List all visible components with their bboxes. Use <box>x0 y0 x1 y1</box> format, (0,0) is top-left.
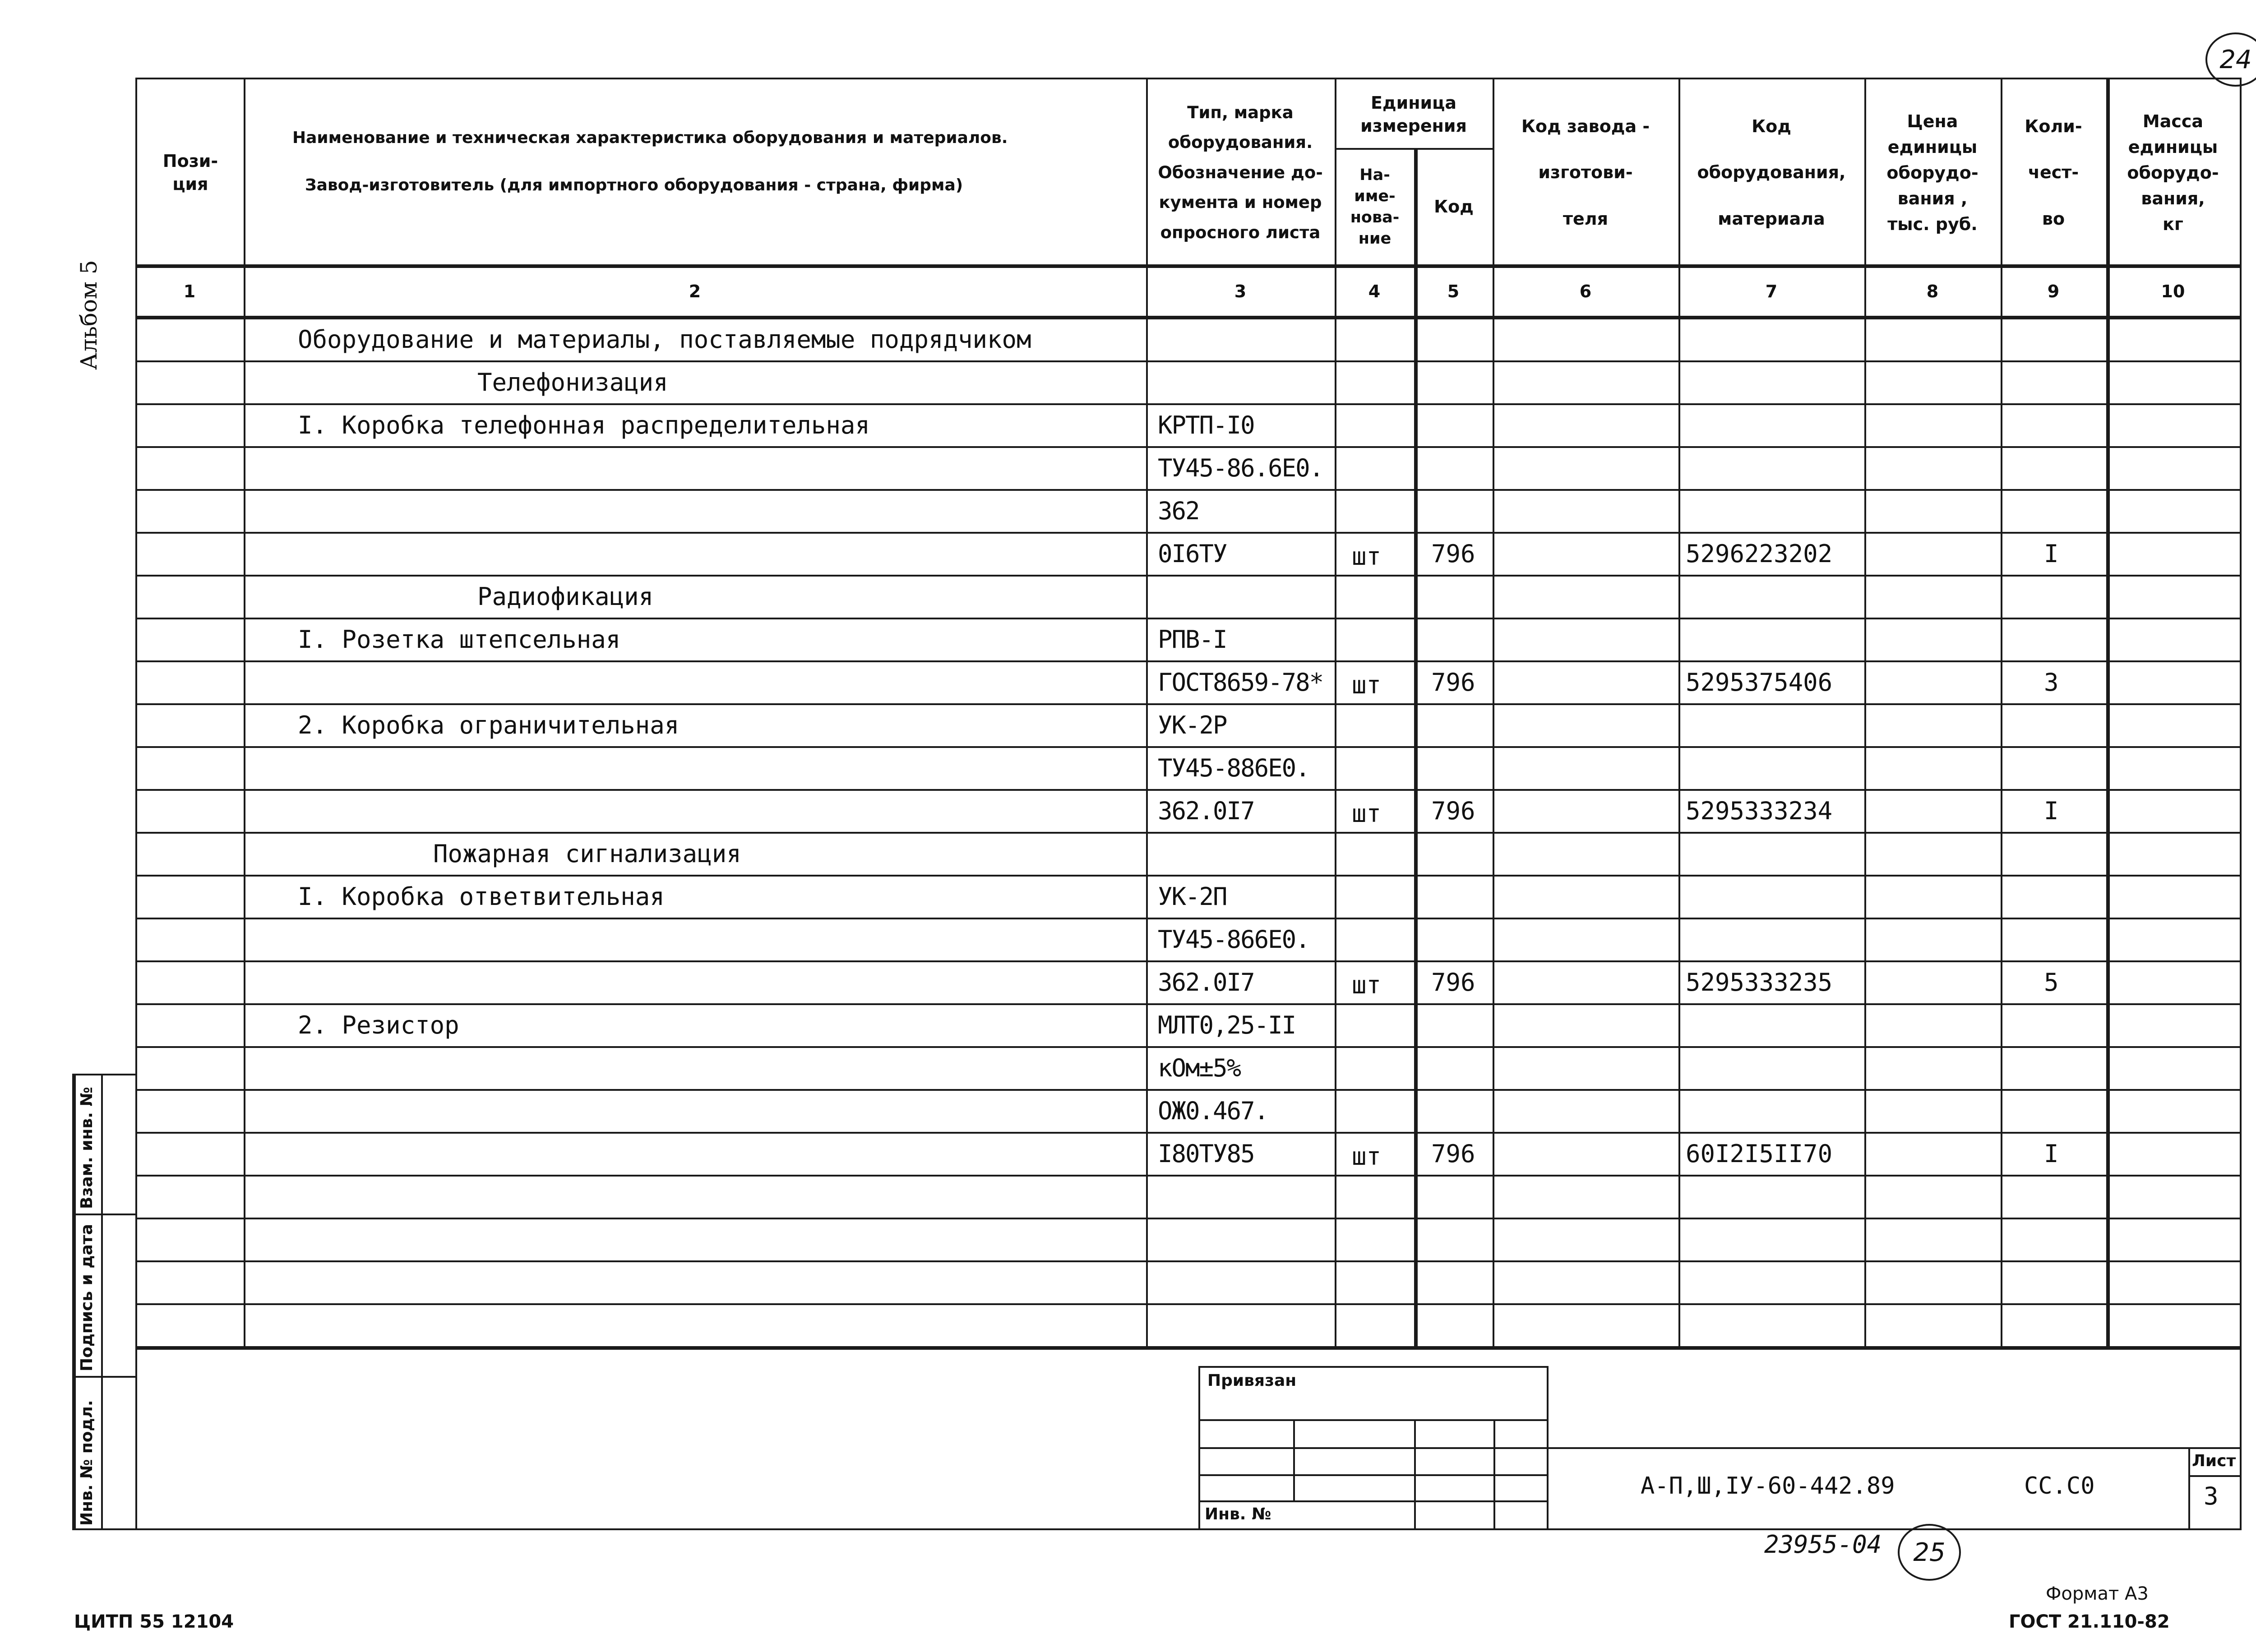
column-line <box>1678 79 1680 1346</box>
column-number: 5 <box>1447 281 1460 301</box>
column-line <box>2001 79 2002 1346</box>
stamp-vzam-inv: Взам. инв. № <box>78 1087 96 1209</box>
tb-h2 <box>1198 1447 1549 1449</box>
column-number: 2 <box>689 281 701 301</box>
column-line <box>2106 79 2110 1346</box>
row-type: ТУ45-866Е0. <box>1158 925 1309 954</box>
column-line <box>244 79 245 1346</box>
row-equipment-code: 5295375406 <box>1686 668 1833 697</box>
row-type: УК-2П <box>1158 882 1227 911</box>
stamp-inv-podl: Инв. № подл. <box>78 1400 96 1526</box>
header-unit: Единица измерения <box>1360 92 1467 136</box>
row-unit: шт <box>1352 1142 1382 1171</box>
tb-inv-no: Инв. № <box>1205 1505 1271 1523</box>
column-line <box>2240 79 2242 1346</box>
row-line <box>135 746 2240 748</box>
column-number: 7 <box>1765 281 1778 301</box>
column-line <box>1335 79 1336 1346</box>
row-type: МЛТ0,25-II <box>1158 1011 1296 1039</box>
stamp-left <box>72 1074 76 1530</box>
row-unit-code: 796 <box>1431 540 1475 568</box>
row-line <box>135 618 2240 619</box>
row-name: I. Розетка штепсельная <box>298 625 621 654</box>
column-line <box>1414 150 1418 1346</box>
row-type: ТУ45-886Е0. <box>1158 754 1309 782</box>
row-name: 2. Коробка ограничительная <box>298 711 680 739</box>
sheet-corner-number: 24 <box>2205 32 2256 87</box>
row-equipment-code: 5295333235 <box>1686 968 1833 997</box>
row-unit-code: 796 <box>1431 797 1475 825</box>
row-unit-code: 796 <box>1431 968 1475 997</box>
header-equipment-code: Код оборудования, материала <box>1697 116 1846 229</box>
header-unit-code: Код <box>1434 197 1474 217</box>
header-name-line1: Наименование и техническая характеристика оборудования и материалов. <box>292 129 1008 147</box>
row-unit: шт <box>1352 671 1382 699</box>
column-line <box>1146 79 1148 1346</box>
column-number: 9 <box>2047 281 2060 301</box>
header-factory-code: Код завода - изготови- теля <box>1521 116 1650 229</box>
header-type: Тип, марка оборудования. Обозначение до- кумента и номер опросного листа <box>1158 102 1323 242</box>
column-number: 8 <box>1926 281 1939 301</box>
tb-h1 <box>1198 1419 1549 1421</box>
row-name: Телефонизация <box>477 368 668 397</box>
row-equipment-code: 5296223202 <box>1686 540 1833 568</box>
row-unit-code: 796 <box>1431 668 1475 697</box>
row-line <box>135 489 2240 491</box>
row-line <box>135 1175 2240 1177</box>
row-equipment-code: 5295333234 <box>1686 797 1833 825</box>
row-line <box>135 403 2240 405</box>
tb-v3 <box>1493 1419 1495 1528</box>
row-quantity: I <box>2044 797 2059 825</box>
tb-list-left <box>2188 1448 2190 1529</box>
column-number: 10 <box>2161 281 2185 301</box>
row-line <box>135 1003 2240 1005</box>
row-type: 362 <box>1158 497 1199 525</box>
row-line <box>135 1046 2240 1048</box>
row-type: 362.0I7 <box>1158 797 1254 825</box>
row-line <box>135 575 2240 577</box>
stamp-div1 <box>72 1214 137 1215</box>
row-name: Пожарная сигнализация <box>433 840 741 868</box>
row-line <box>135 703 2240 705</box>
row-quantity: 3 <box>2044 668 2059 697</box>
row-line <box>135 875 2240 877</box>
row-line <box>135 1218 2240 1219</box>
column-line <box>1493 79 1494 1346</box>
tb-h4 <box>1198 1500 1549 1502</box>
row-equipment-code: 60I2I5II70 <box>1686 1140 1833 1168</box>
row-type: 0I6ТУ <box>1158 540 1227 568</box>
tb-designation: А-П,Ш,IУ-60-442.89 <box>1641 1472 1895 1500</box>
handwritten-circled-number: 25 <box>1898 1524 1961 1581</box>
tb-list-value: 3 <box>2204 1482 2219 1510</box>
stamp-div2 <box>72 1376 137 1378</box>
row-line <box>135 1260 2240 1262</box>
tb-main-top <box>1547 1447 2242 1449</box>
tb-top <box>1198 1366 1549 1368</box>
row-line <box>135 660 2240 662</box>
row-quantity: 5 <box>2044 968 2059 997</box>
footer-gost: ГОСТ 21.110-82 <box>2009 1611 2170 1632</box>
row-type: ГОСТ8659-78* <box>1158 668 1323 697</box>
row-type: ОЖ0.467. <box>1158 1097 1268 1125</box>
handwritten-inventory: 23955-04 <box>1764 1530 1882 1559</box>
row-line <box>135 1346 2240 1350</box>
row-unit-code: 796 <box>1431 1140 1475 1168</box>
column-number: 4 <box>1368 281 1381 301</box>
row-line <box>135 918 2240 919</box>
tb-list-label: Лист <box>2192 1452 2236 1470</box>
bold-box-top <box>1414 316 2110 319</box>
tb-v1 <box>1293 1419 1295 1501</box>
row-line <box>135 446 2240 448</box>
row-name: Оборудование и материалы, поставляемые подрядчиком <box>298 325 1031 354</box>
row-type: КРТП-I0 <box>1158 411 1254 439</box>
tb-privyazan: Привязан <box>1207 1371 1297 1390</box>
row-line <box>135 960 2240 962</box>
header-position: Пози- ция <box>162 151 218 194</box>
column-line <box>1864 79 1866 1346</box>
row-type: 362.0I7 <box>1158 968 1254 997</box>
stamp-inner <box>101 1074 103 1529</box>
row-name: I. Коробка телефонная распределительная <box>298 411 870 439</box>
header-price: Цена единицы оборудо- вания , тыс. руб. <box>1886 111 1979 234</box>
row-line <box>135 360 2240 362</box>
frame-top <box>135 78 2242 79</box>
row-type: РПВ-I <box>1158 625 1227 654</box>
album-label: Альбом 5 <box>76 260 102 370</box>
footer-format: Формат А3 <box>2046 1583 2149 1604</box>
header-unit-name: На- име- нова- ние <box>1350 166 1400 248</box>
footer-left: ЦИТП 55 12104 <box>74 1611 234 1632</box>
row-type: кОм±5% <box>1158 1054 1241 1082</box>
header-name-line2: Завод-изготовитель (для импортного оборудования - страна, фирма) <box>305 176 963 194</box>
tb-h3 <box>1198 1474 1549 1476</box>
column-number: 6 <box>1579 281 1592 301</box>
row-type: ТУ45-86.6Е0. <box>1158 454 1323 482</box>
row-quantity: I <box>2044 1140 2059 1168</box>
row-line <box>135 1132 2240 1134</box>
row-type: УК-2Р <box>1158 711 1227 739</box>
tb-v2 <box>1414 1419 1416 1528</box>
row-unit: шт <box>1352 799 1382 828</box>
tb-mark: СС.С0 <box>2024 1472 2095 1500</box>
stamp-top <box>72 1074 137 1075</box>
column-number: 1 <box>183 281 196 301</box>
row-name: Радиофикация <box>477 582 654 611</box>
row-line <box>135 1089 2240 1091</box>
column-line <box>135 79 137 1346</box>
header-quantity: Коли- чест- во <box>2025 116 2082 229</box>
tb-list-mid <box>2188 1475 2242 1477</box>
column-number: 3 <box>1234 281 1247 301</box>
row-name: I. Коробка ответвительная <box>298 882 665 911</box>
row-quantity: I <box>2044 540 2059 568</box>
row-line <box>135 789 2240 791</box>
row-line <box>135 1303 2240 1305</box>
row-line <box>135 532 2240 534</box>
row-line <box>135 832 2240 834</box>
header-mass: Масса единицы оборудо- вания, кг <box>2127 111 2219 234</box>
stamp-podpis-data: Подпись и дата <box>78 1224 96 1371</box>
row-name: 2. Резистор <box>298 1011 459 1039</box>
row-unit: шт <box>1352 542 1382 571</box>
row-unit: шт <box>1352 971 1382 999</box>
row-type: I80ТУ85 <box>1158 1140 1254 1168</box>
